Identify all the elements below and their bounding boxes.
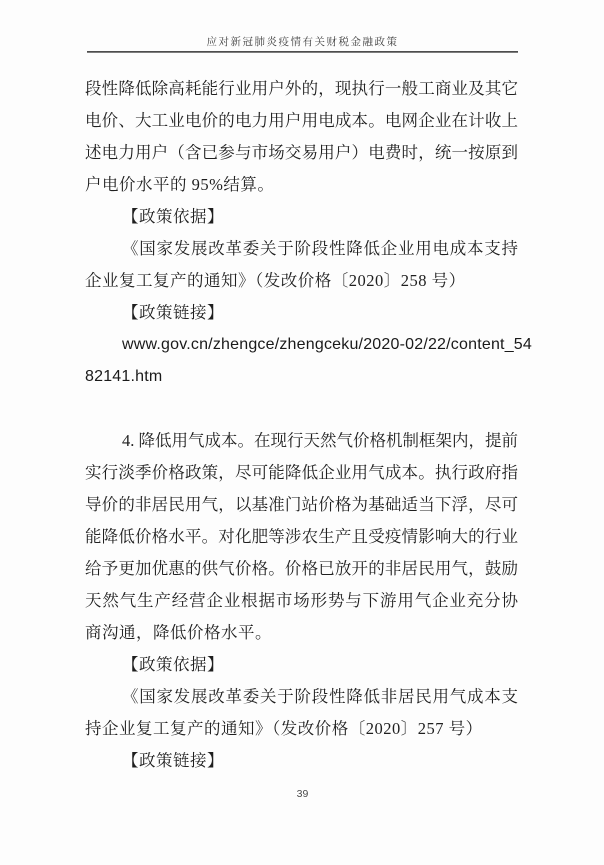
text-line: 【政策链接】 xyxy=(122,303,224,322)
text-line: 【政策链接】 xyxy=(122,751,224,770)
header-rule xyxy=(87,51,518,53)
document-body xyxy=(85,73,532,777)
text-line: 天然气生产经营企业根据市场形势与下游用气企业充分协 xyxy=(85,591,518,610)
text-line: 【政策依据】 xyxy=(122,207,224,226)
text-line: 能降低价格水平。对化肥等涉农生产且受疫情影响大的行业 xyxy=(85,527,518,546)
text-line: 持企业复工复产的通知》（发改价格〔2020〕257 号） xyxy=(85,719,483,738)
text-line: 导价的非居民用气，以基准门站价格为基础适当下浮，尽可 xyxy=(85,495,518,514)
running-header-title: 应对新冠肺炎疫情有关财税金融政策 xyxy=(206,37,399,48)
text-line: 户电价水平的 95%结算。 xyxy=(85,175,275,194)
text-line: 企业复工复产的通知》（发改价格〔2020〕258 号） xyxy=(85,271,466,290)
text-line: 实行淡季价格政策，尽可能降低企业用气成本。执行政府指 xyxy=(85,463,518,482)
blank-line xyxy=(85,393,518,425)
text-line: 《国家发展改革委关于阶段性降低企业用电成本支持 xyxy=(122,239,518,258)
page-number: 39 xyxy=(296,788,309,800)
text-line: 电价、大工业电价的电力用户用电成本。电网企业在计收上 xyxy=(85,111,518,130)
text-line: 《国家发展改革委关于阶段性降低非居民用气成本支 xyxy=(122,687,518,706)
text-line: 商沟通，降低价格水平。 xyxy=(85,623,272,642)
text-line: 82141.htm xyxy=(85,368,163,385)
text-line: 段性降低除高耗能行业用户外的，现执行一般工商业及其它 xyxy=(85,79,518,98)
text-line: 给予更加优惠的供气价格。价格已放开的非居民用气，鼓励 xyxy=(85,559,518,578)
text-line: www.gov.cn/zhengce/zhengceku/2020-02/22/content_54 xyxy=(122,336,532,353)
text-line: 述电力用户（含已参与市场交易用户）电费时，统一按原到 xyxy=(85,143,518,162)
text-line: 【政策依据】 xyxy=(122,655,224,674)
text-line: 4. 降低用气成本。在现行天然气价格机制框架内，提前 xyxy=(122,431,518,450)
